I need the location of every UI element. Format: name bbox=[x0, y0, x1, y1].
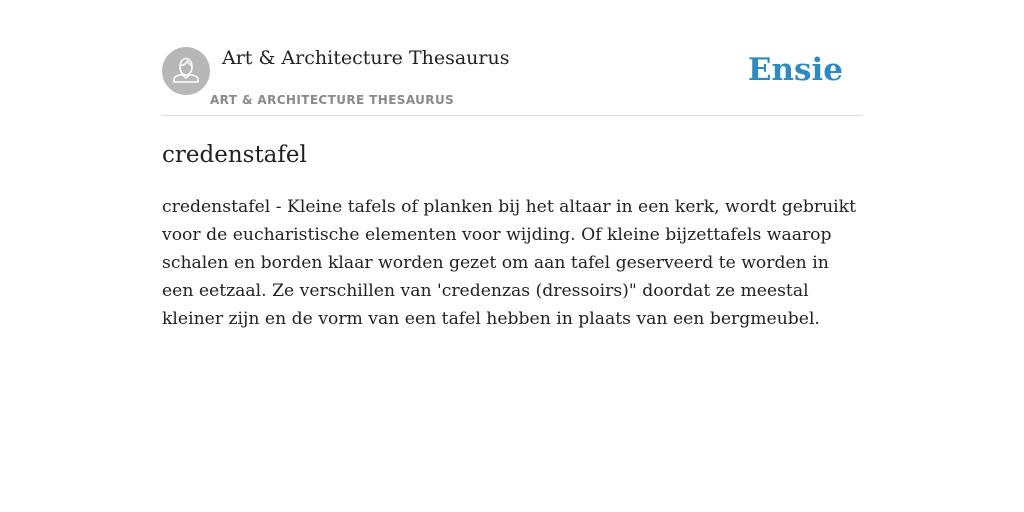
entry-title: credenstafel bbox=[162, 142, 307, 168]
user-silhouette-icon bbox=[162, 47, 210, 95]
source-label-link[interactable]: ART & ARCHITECTURE THESAURUS bbox=[210, 93, 455, 107]
author-name-link[interactable]: Art & Architecture Thesaurus bbox=[222, 47, 510, 69]
ensie-logo[interactable]: Ensie bbox=[747, 52, 843, 88]
page bbox=[162, 0, 862, 512]
entry-definition: credenstafel - Kleine tafels of planken bij het altaar in een kerk, wordt gebruikt voor de eucharistische elementen voor wijding. Of kleine bijzettafels waarop schalen en borden klaar worden gezet om aan tafel geserveerd te worden in een eetzaal. Ze verschillen van 'credenzas (dressoirs)" doordat ze meestal kleiner zijn en de vorm van een tafel hebben in plaats van een bergmeubel. bbox=[162, 197, 856, 329]
entry-header bbox=[162, 0, 862, 116]
author-avatar[interactable] bbox=[162, 47, 210, 95]
